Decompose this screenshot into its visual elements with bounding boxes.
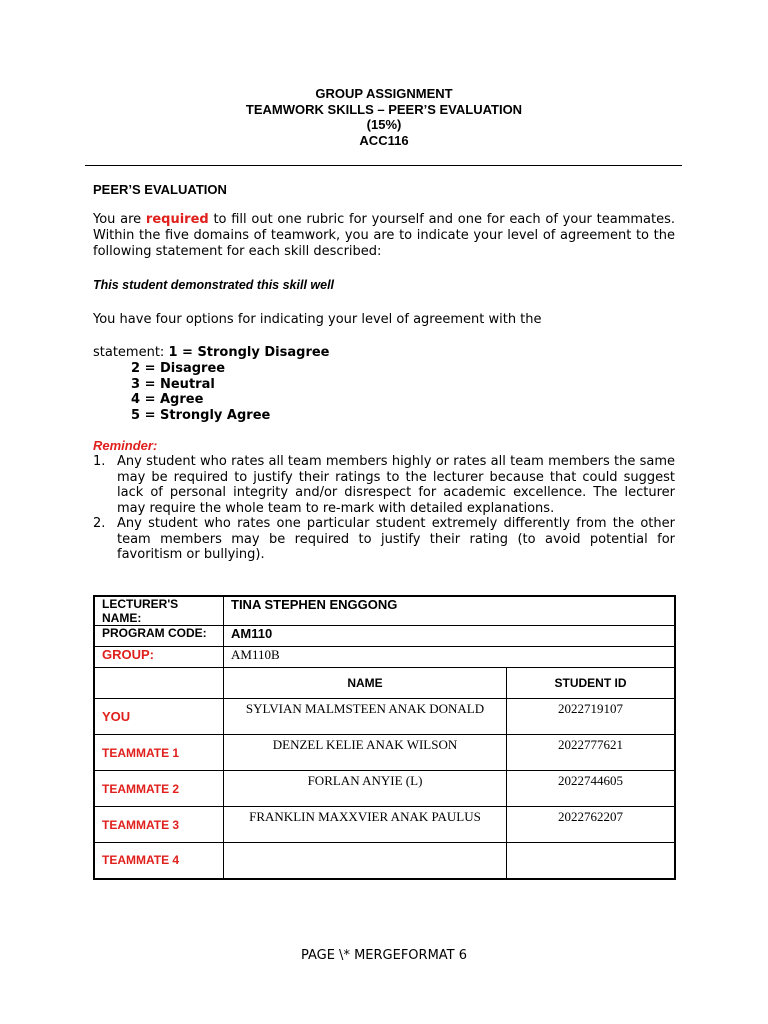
student-id-column-header: STUDENT ID [507, 668, 676, 699]
intro-after: to fill out one rubric for yourself and one for each of your teammates. Within the five domains of teamwork, you are to indicate your level of agreement to the following statement for each skill described: [93, 212, 675, 259]
reminder-list [93, 454, 675, 563]
member-student-id: 2022719107 [507, 699, 676, 735]
program-value: AM110 [224, 626, 676, 647]
scale-item-2: 2 = Disagree [131, 361, 226, 376]
scale-item-1: 1 = Strongly Disagree [168, 345, 330, 360]
member-name: FRANKLIN MAXXVIER ANAK PAULUS [224, 807, 507, 843]
header-line-3: (15%) [366, 117, 402, 132]
empty-header-cell [94, 668, 224, 699]
group-value: AM110B [224, 647, 676, 668]
reminder-title: Reminder: [93, 438, 158, 453]
reminder-text: Any student who rates one particular student extremely differently from the other team members may be required to justify their rating (to avoid potential for favoritism or bullying). [117, 516, 675, 562]
member-student-id: 2022762207 [507, 807, 676, 843]
program-label: PROGRAM CODE: [94, 626, 224, 647]
scale-item-3: 3 = Neutral [131, 376, 215, 392]
row-label-teammate-4: TEAMMATE 4 [94, 843, 224, 879]
group-row [94, 647, 675, 668]
reminder-text: Any student who rates all team members highly or rates all team members the same may be required to justify their ratings to the lecturer because that could suggest lack of personal integrity and/or disrespect for academic excellence. The lecturer may require the whole team to re-mark with detailed explanations. [117, 454, 675, 516]
member-name: FORLAN ANYIE (L) [224, 771, 507, 807]
member-student-id [507, 843, 676, 879]
lecturer-value: TINA STEPHEN ENGGONG [224, 596, 676, 626]
statement-line [93, 345, 330, 361]
intro-paragraph [93, 212, 675, 260]
table-row [94, 735, 675, 771]
lecturer-label: LECTURER'S NAME: [94, 596, 224, 626]
lecturer-row [94, 596, 675, 626]
table-row [94, 699, 675, 735]
reminder-number: 1. [93, 454, 106, 469]
header-line-2: TEAMWORK SKILLS – PEER’S EVALUATION [245, 101, 523, 117]
table-row [94, 843, 675, 879]
member-name: DENZEL KELIE ANAK WILSON [224, 735, 507, 771]
intro-before: You are [93, 212, 146, 227]
row-label-teammate-3: TEAMMATE 3 [94, 807, 224, 843]
section-title: PEER’S EVALUATION [93, 182, 227, 197]
team-info-table [93, 595, 676, 880]
member-name [224, 843, 507, 879]
reminder-number: 2. [93, 516, 106, 531]
row-label-teammate-1: TEAMMATE 1 [94, 735, 224, 771]
table-row [94, 807, 675, 843]
member-student-id: 2022777621 [507, 735, 676, 771]
column-header-row [94, 668, 675, 699]
scale-list [131, 361, 270, 423]
intro-required: required [145, 212, 209, 227]
reminder-item [93, 454, 675, 516]
document-header [0, 86, 768, 148]
member-student-id: 2022744605 [507, 771, 676, 807]
group-label: GROUP: [94, 647, 224, 668]
table-row [94, 771, 675, 807]
header-line-1: GROUP ASSIGNMENT [315, 86, 453, 101]
row-label-teammate-2: TEAMMATE 2 [94, 771, 224, 807]
scale-item-5: 5 = Strongly Agree [131, 407, 271, 423]
scale-item-4: 4 = Agree [131, 392, 204, 407]
program-row [94, 626, 675, 647]
header-divider [85, 165, 682, 166]
member-name: SYLVIAN MALMSTEEN ANAK DONALD [224, 699, 507, 735]
page-footer: PAGE \* MERGEFORMAT 6 [300, 948, 468, 963]
statement-label: statement: [93, 345, 165, 360]
header-line-4: ACC116 [359, 132, 409, 148]
name-column-header: NAME [224, 668, 507, 699]
evaluation-statement: This student demonstrated this skill well [93, 278, 335, 292]
options-intro: You have four options for indicating your level of agreement with the [93, 312, 542, 327]
reminder-item [93, 516, 675, 563]
row-label-you: YOU [94, 699, 224, 735]
